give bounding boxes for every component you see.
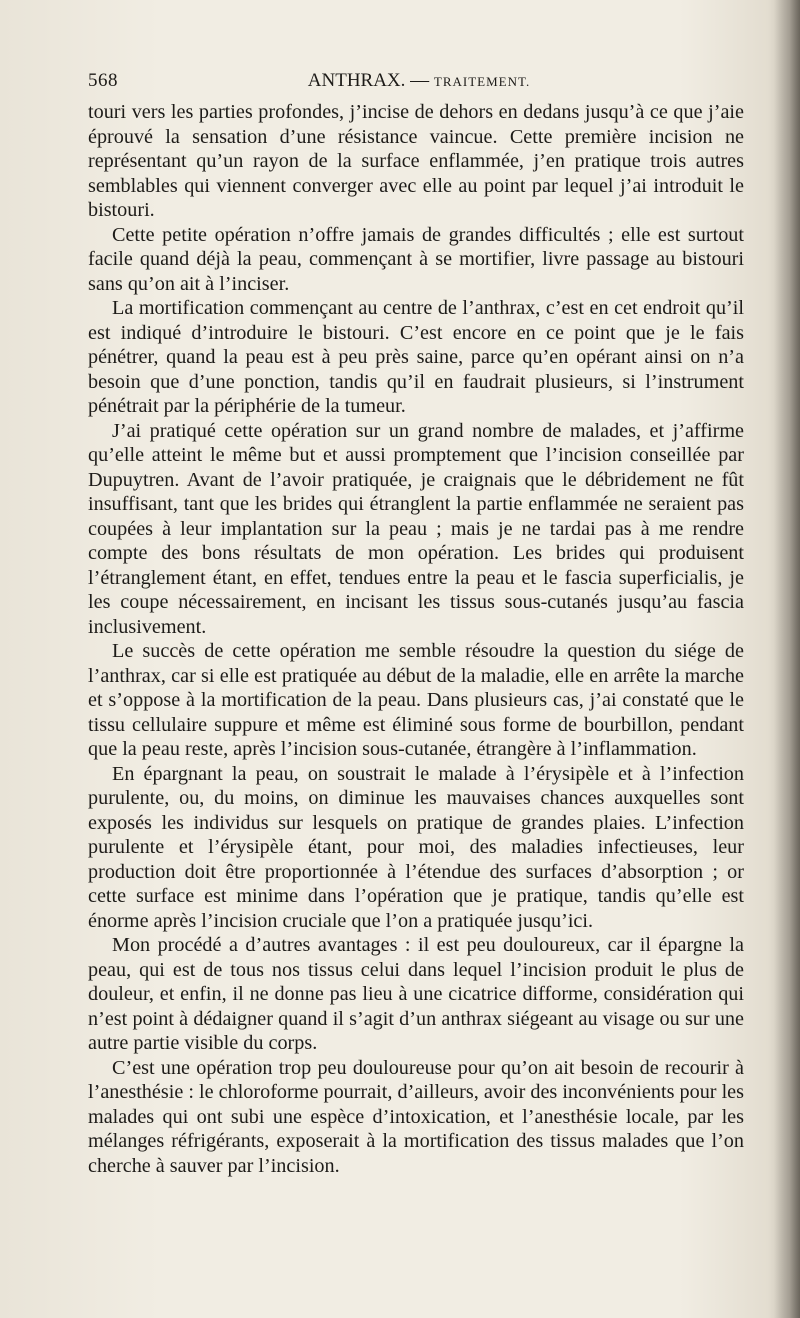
running-title [88, 70, 750, 92]
paragraph: C’est une opération trop peu douloureuse pour qu’on ait besoin de recourir à l’anesthésie : le chloroforme pourrait, d’ailleurs, avoir des inconvénients pour les malades qui ont subi une espèce d’intoxication, et l’anesthésie locale, par les mélanges réfrigérants, exposerait à la mortification des tissus malades que l’on cherche à sauver par l’incision. [88, 1056, 744, 1177]
section-subtitle: TRAITEMENT. [433, 74, 531, 89]
paragraph: Mon procédé a d’autres avantages : il est peu douloureux, car il épargne la peau, qui est de tous nos tissus celui dans lequel l’incision produit le plus de douleur, et enfin, il ne donne pas lieu à une cicatrice difforme, considération qui n’est point à dédaigner quand il s’agit d’un anthrax siégeant au visage ou sur une autre partie visible du corps. [88, 934, 744, 1054]
chapter-title: ANTHRAX. [307, 70, 406, 91]
paragraph: La mortification commençant au centre de l’anthrax, c’est en cet endroit qu’il est indiqué d’introduire le bistouri. C’est encore en ce point que je le fais pénétrer, quand la peau est à peu près saine, parce qu’en opérant ainsi on n’a besoin que d’une ponction, tandis qu’il en faudrait plusieurs, si l’instrument pénétrait par la périphérie de la tumeur. [88, 297, 744, 417]
paragraph: touri vers les parties profondes, j’incise de dehors en dedans jusqu’à ce que j’aie éprouvé la sensation d’une résistance vaincue. Cette première incision ne représentant qu’un rayon de la surface enflammée, j’en pratique trois autres semblables qui viennent converger avec elle au point par lequel j’ai introduit le bistouri. [88, 101, 744, 221]
title-dash: — [410, 70, 430, 91]
paragraph: Cette petite opération n’offre jamais de grandes difficultés ; elle est surtout facile quand déjà la peau, commençant à se mortifier, livre passage au bistouri sans qu’on ait à l’inciser. [88, 223, 744, 295]
paragraph: J’ai pratiqué cette opération sur un grand nombre de malades, et j’affirme qu’elle atteint le même but et aussi promptement que l’incision conseillée par Dupuytren. Avant de l’avoir pratiquée, je craignais que le débridement ne fût insuffisant, tant que les brides qui étranglent la partie enflammée ne seraient pas coupées à leur implantation sur la peau ; mais je ne tardai pas à me rendre compte des bons résultats de mon opération. Les brides qui produisent l’étranglement étant, en effet, tendues entre la peau et le fascia superficialis, je les coupe nécessairement, en incisant les tissus sous-cutanés jusqu’au fascia inclusivement. [88, 419, 744, 638]
paragraph: En épargnant la peau, on soustrait le malade à l’érysipèle et à l’infection purulente, ou, du moins, on diminue les mauvaises chances auxquelles sont exposés les individus sur lesquels on pratique de grandes plaies. L’infection purulente et l’érysipèle étant, pour moi, des maladies infectieuses, leur production doit être proportionnée à l’étendue des surfaces d’absorption ; or cette surface est minime dans l’opération que je pratique, tandis qu’elle est énorme après l’incision cruciale que l’on a pratiquée jusqu’ici. [88, 762, 744, 932]
running-header [88, 70, 750, 100]
body-text [88, 100, 744, 1178]
page-edge-shadow [774, 0, 800, 1318]
paragraph: Le succès de cette opération me semble résoudre la question du siége de l’anthrax, car si elle est pratiquée au début de la maladie, elle en arrête la marche et s’oppose à la mortification de la peau. Dans plusieurs cas, j’ai constaté que le tissu cellulaire suppure et même est éliminé sous forme de bourbillon, pendant que la peau reste, après l’incision sous-cutanée, étrangère à l’inflammation. [88, 640, 744, 760]
page-number: 568 [88, 70, 118, 91]
